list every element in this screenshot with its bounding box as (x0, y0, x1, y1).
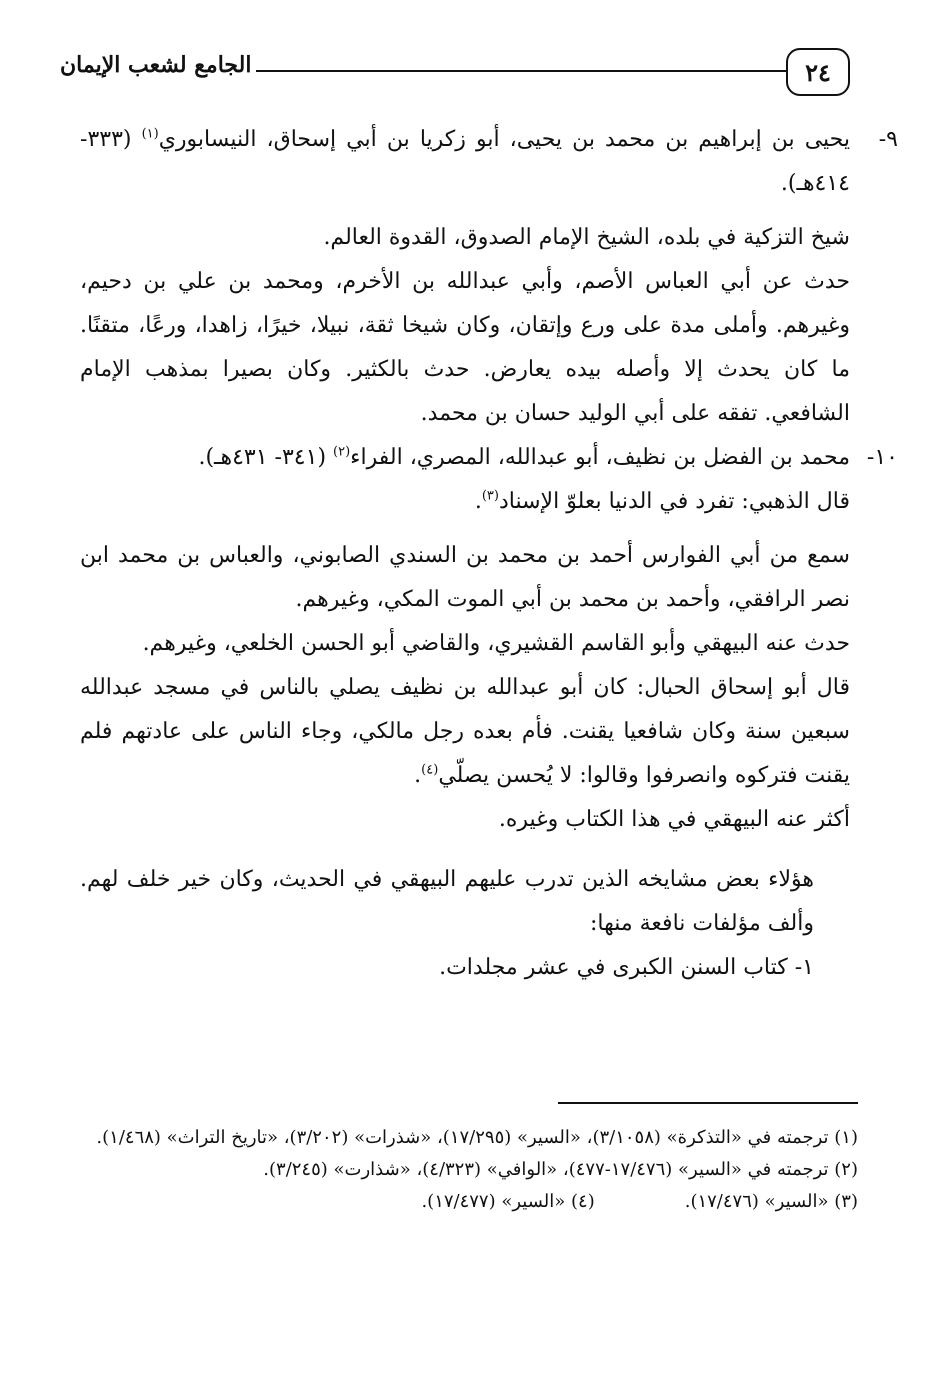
quote-text: قال الذهبي: تفرد في الدنيا بعلوّ الإسناد (498, 489, 850, 514)
story-text: قال أبو إسحاق الحبال: كان أبو عبدالله بن نظيف يصلي بالناس في مسجد عبدالله سبعين سنة وكان شافعيا يقنت. فأم بعده رجل مالكي، وجاء الناس على عادتهم فلم يقنت فتركوه وانصرفوا وقالوا: لا يُحسن يصلّي (80, 675, 850, 788)
footnote-row (80, 1186, 858, 1218)
footnote-ref[interactable]: (٣) (481, 488, 499, 504)
paragraph: حدث عن أبي العباس الأصم، وأبي عبدالله بن الأخرم، ومحمد بن علي بن دحيم، وغيرهم. وأملى مدة على ورع وإتقان، وكان شيخا ثقة، نبيلا، خيرًا، زاهدا، ورعًا، متقنًا. ما كان يحدث إلا وأصله بيده يعارض. حدث بالكثير. وكان بصيرا بمذهب الإمام الشافعي. تفقه على أبي الوليد حسان بن محمد. (80, 269, 850, 426)
paragraph: أكثر عنه البيهقي في هذا الكتاب وغيره. (498, 807, 850, 832)
footnote-4: (٤) «السير» (١٧/٤٧٧). (421, 1191, 595, 1212)
paragraph (80, 666, 850, 798)
footnote-1: (١) ترجمته في «التذكرة» (٣/١٠٥٨)، «السير» (١٧/٢٩٥)، «شذرات» (٣/٢٠٢)، «تاريخ التراث» (١/٤٦٨). (96, 1127, 858, 1148)
main-text (80, 118, 898, 990)
paragraph: سمع من أبي الفوارس أحمد بن محمد بن السندي الصابوني، والعباس بن محمد ابن نصر الرافقي، وأحمد بن محمد بن أبي الموت المكي، وغيرهم. (80, 543, 850, 612)
footnote-ref[interactable]: (٤) (421, 762, 439, 778)
entry-heading (80, 118, 850, 206)
page-number: ٢٤ (786, 48, 850, 96)
running-title: الجامع لشعب الإيمان (60, 52, 252, 78)
footnotes (80, 1122, 858, 1218)
footnote-ref[interactable]: (١) (141, 126, 159, 142)
entry-heading (80, 436, 850, 480)
header-rule (256, 70, 786, 72)
biography-entry-10 (80, 436, 898, 842)
footnote-separator (558, 1102, 858, 1104)
quote-end: . (474, 489, 482, 514)
quote (80, 480, 850, 524)
story-end: . (414, 763, 422, 788)
entry-name: محمد بن الفضل بن نظيف، أبو عبدالله، المصري، الفراء (350, 445, 850, 470)
entry-dates: (٣٣٣- ٤١٤هـ). (80, 127, 850, 196)
footnote-ref[interactable]: (٢) (333, 444, 351, 460)
paragraph: حدث عنه البيهقي وأبو القاسم القشيري، والقاضي أبو الحسن الخلعي، وغيرهم. (142, 631, 850, 656)
footnote-3: (٣) «السير» (١٧/٤٧٦). (684, 1191, 858, 1212)
footnote-2: (٢) ترجمته في «السير» (١٧/٤٧٦-٤٧٧)، «الوافي» (٤/٣٢٣)، «شذارت» (٣/٢٤٥). (263, 1159, 858, 1180)
entry-number: ٩- (878, 127, 898, 152)
paragraph: شيخ التزكية في بلده، الشيخ الإمام الصدوق، القدوة العالم. (323, 225, 850, 250)
entry-name: يحيى بن إبراهيم بن محمد بن يحيى، أبو زكريا بن أبي إسحاق، النيسابوري (158, 127, 850, 152)
entry-number: ١٠- (866, 445, 898, 470)
book-item: ١- كتاب السنن الكبرى في عشر مجلدات. (439, 955, 814, 980)
summary-paragraph: هؤلاء بعض مشايخه الذين تدرب عليهم البيهقي في الحديث، وكان خير خلف لهم. وألف مؤلفات نافعة منها: (80, 867, 814, 936)
running-header (60, 40, 850, 104)
biography-entry-9 (80, 118, 898, 436)
entry-dates: (٣٤١- ٤٣١هـ). (198, 445, 327, 470)
